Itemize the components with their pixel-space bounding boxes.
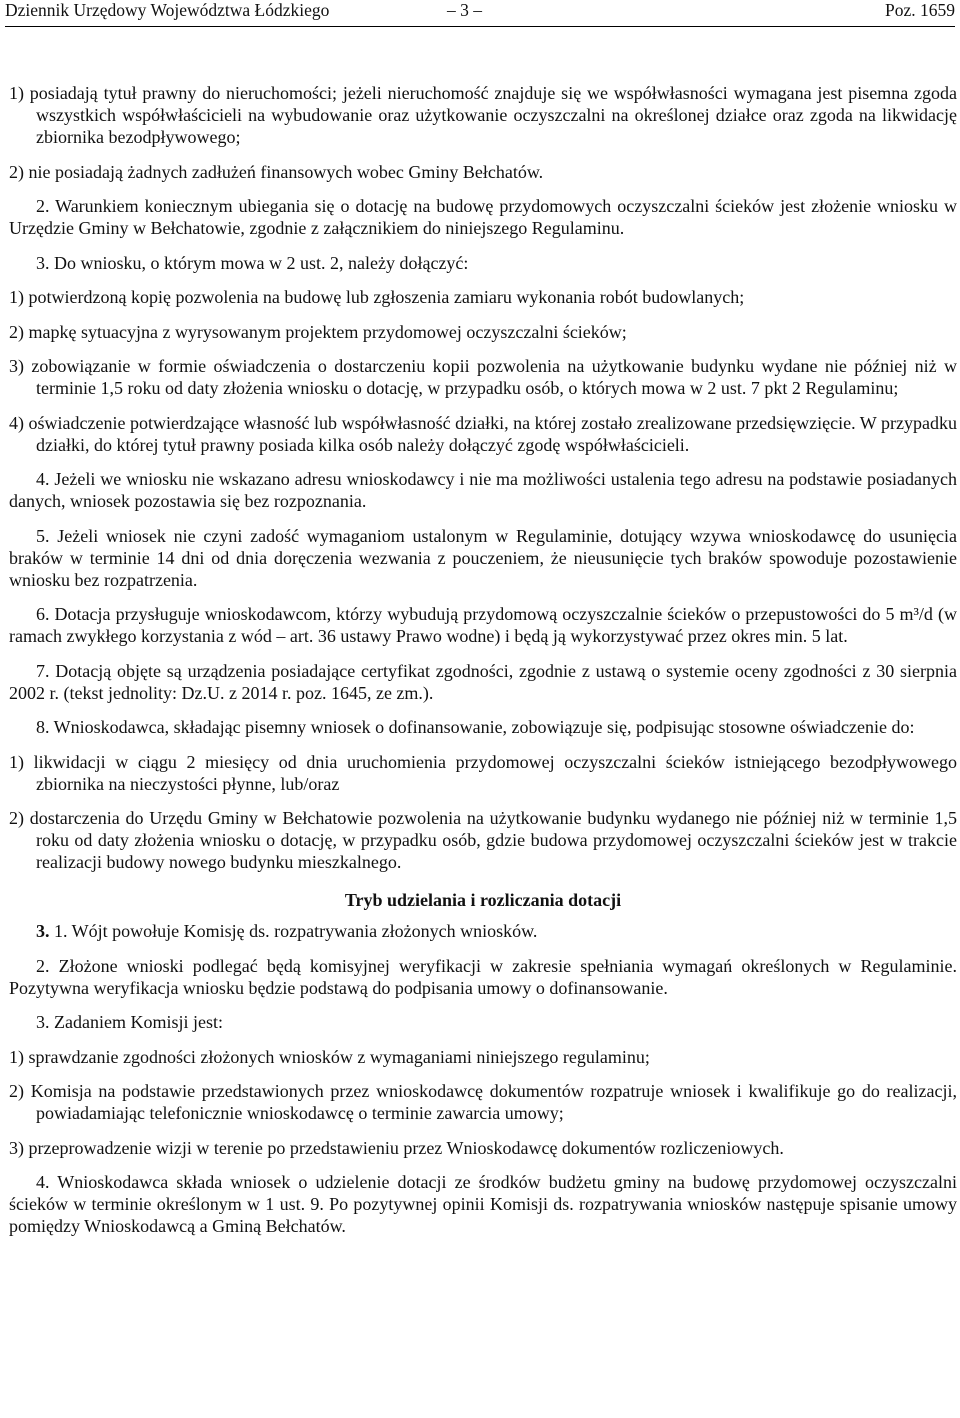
- paragraph: 1) potwierdzoną kopię pozwolenia na budowę lub zgłoszenia zamiaru wykonania robót budowlanych;: [9, 287, 745, 307]
- paragraph: 2. Złożone wnioski podlegać będą komisyjnej weryfikacji w zakresie spełniania wymagań określonych w Regulaminie. Pozytywna weryfikacja wniosku będzie podstawą do podpisania umowy o dofinansowanie.: [9, 955, 957, 998]
- journal-title: Dziennik Urzędowy Województwa Łódzkiego: [5, 0, 330, 20]
- position-number: Poz. 1659: [885, 0, 955, 20]
- paragraph: 2) Komisja na podstawie przedstawionych przez wnioskodawcę dokumentów rozpatruje wniosek i kwalifikuje go do realizacji, powiadamiając telefonicznie wnioskodawcę o terminie zawarcia umowy;: [9, 1081, 957, 1123]
- paragraph: 1) sprawdzanie zgodności złożonych wniosków z wymaganiami niniejszego regulaminu;: [9, 1046, 650, 1067]
- paragraph: 1) posiadają tytuł prawny do nieruchomości; jeżeli nieruchomość znajduje się we współwłasności wymagana jest pisemna zgoda wszystkich współwłaścicieli na wybudowanie oraz użytkowanie oczyszczalni na określonej działce oraz zgoda na likwidację zbiornika bezodpływowego;: [9, 83, 957, 147]
- paragraph-text: 1. Wójt powołuje Komisję ds. rozpatrywania złożonych wniosków.: [49, 921, 538, 941]
- paragraph: 2) dostarczenia do Urzędu Gminy w Bełchatowie pozwolenia na użytkowanie budynku wydanego nie później niż w terminie 1,5 roku od daty złożenia wniosku o dotację, w przypadku osób, gdzie budowa przydomowej oczyszczalni ścieków jest w trakcie realizacji budowy nowego budynku mieszkalnego.: [9, 808, 957, 872]
- paragraph: 8. Wnioskodawca, składając pisemny wniosek o dofinansowanie, zobowiązuje się, podpisując stosowne oświadczenie do:: [36, 717, 915, 737]
- paragraph: 3. Zadaniem Komisji jest:: [36, 1012, 223, 1032]
- paragraph-symbol: 3.: [36, 921, 50, 941]
- paragraph: [9, 920, 957, 942]
- paragraph: 4) oświadczenie potwierdzające własność lub współwłasność działki, na której zostało zrealizowane przedsięwzięcie. W przypadku działki, do której tytuł prawny posiada kilka osób należy dołączyć zgodę współwłaścicieli.: [9, 412, 957, 455]
- paragraph: 2) nie posiadają żadnych zadłużeń finansowych wobec Gminy Bełchatów.: [9, 161, 544, 182]
- document-body: [9, 82, 957, 1250]
- page-header: [5, 0, 955, 27]
- paragraph: 3) zobowiązanie w formie oświadczenia o dostarczeniu kopii pozwolenia na użytkowanie budynku wydane nie później niż w terminie 1,5 roku od daty złożenia wniosku o dotację, w przypadku osób, o których mowa w 2 ust. 7 pkt 2 Regulaminu;: [9, 356, 957, 398]
- paragraph: 6. Dotacja przysługuje wnioskodawcom, którzy wybudują przydomową oczyszczalnie ścieków o przepustowości do 5 m³/d (w ramach zwykłego korzystania z wód – art. 36 ustawy Prawo wodne) i będą ją wykorzystywać przez okres min. 5 lat.: [9, 604, 957, 646]
- section-heading: Tryb udzielania i rozliczania dotacji: [344, 890, 622, 910]
- paragraph: 2. Warunkiem koniecznym ubiegania się o dotację na budowę przydomowych oczyszczalni ścieków jest złożenie wniosku w Urzędzie Gminy w Bełchatowie, zgodnie z załącznikiem do niniejszego Regulaminu.: [9, 196, 957, 238]
- paragraph: 4. Wnioskodawca składa wniosek o udzielenie dotacji ze środków budżetu gminy na budowę przydomowej oczyszczalni ścieków w terminie określonym w 1 ust. 9. Po pozytywnej opinii Komisji ds. rozpatrywania wniosków następuje spisanie umowy pomiędzy Wnioskodawcą a Gminą Bełchatów.: [9, 1172, 957, 1236]
- paragraph: 3) przeprowadzenie wizji w terenie po przedstawieniu przez Wnioskodawcę dokumentów rozliczeniowych.: [9, 1137, 784, 1158]
- paragraph: 7. Dotacją objęte są urządzenia posiadające certyfikat zgodności, zgodnie z ustawą o systemie oceny zgodności z 30 sierpnia 2002 r. (tekst jednolity: Dz.U. z 2014 r. poz. 1645, ze zm.).: [9, 660, 957, 703]
- paragraph: 4. Jeżeli we wniosku nie wskazano adresu wnioskodawcy i nie ma możliwości ustalenia tego adresu na podstawie posiadanych danych, wniosek pozostawia się bez rozpoznania.: [9, 469, 957, 511]
- paragraph: 5. Jeżeli wniosek nie czyni zadość wymaganiom ustalonym w Regulaminie, dotujący wzywa wnioskodawcę do usunięcia braków w terminie 14 dni od dnia doręczenia wezwania z pouczeniem, że nieusunięcie tych braków spowoduje pozostawienie wniosku bez rozpatrzenia.: [9, 525, 957, 590]
- paragraph: 2) mapkę sytuacyjna z wyrysowanym projektem przydomowej oczyszczalni ścieków;: [9, 321, 627, 342]
- page-number: – 3 –: [447, 0, 482, 20]
- paragraph: 1) likwidacji w ciągu 2 miesięcy od dnia uruchomienia przydomowej oczyszczalni ścieków istniejącego bezodpływowego zbiornika na nieczystości płynne, lub/oraz: [9, 751, 957, 794]
- paragraph: 3. Do wniosku, o którym mowa w 2 ust. 2, należy dołączyć:: [36, 252, 469, 273]
